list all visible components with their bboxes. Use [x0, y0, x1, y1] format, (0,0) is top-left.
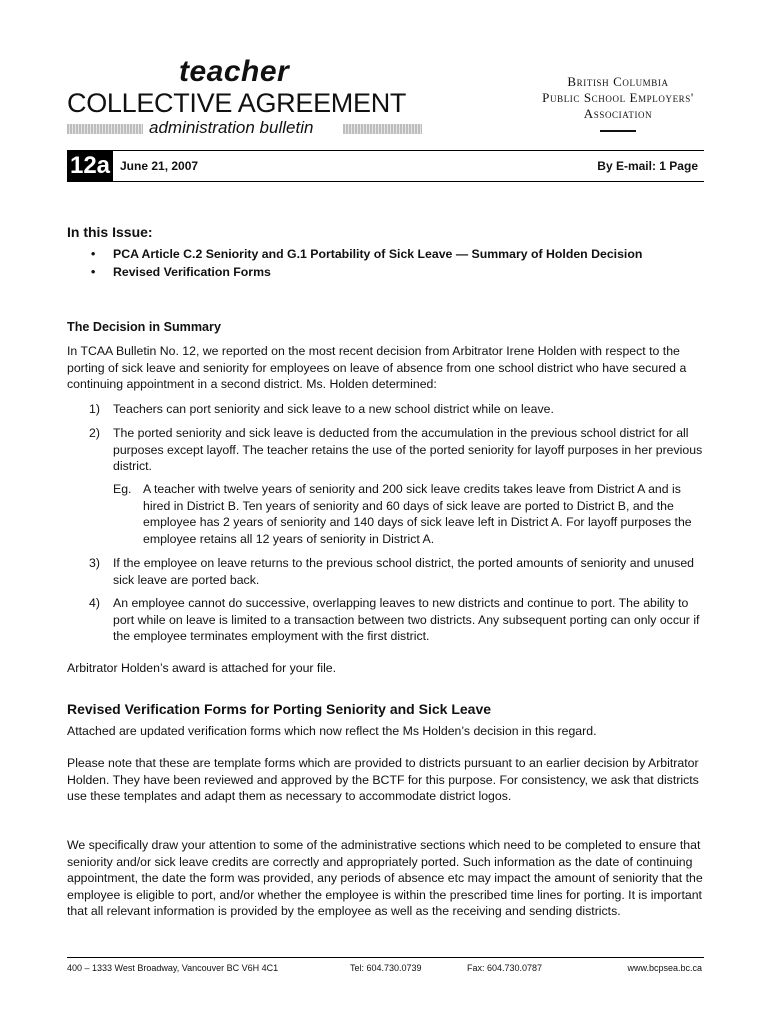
decision-points [89, 595, 704, 645]
forms-paragraph-2: Please note that these are template forms which are provided to districts pursuant to an earlier decision by Arbitrator Holden. They have been reviewed and approved by the BCTF for this purpose. For consistency, we ask that districts use these templates and adapt them as necessary to accommodate district logos. [67, 756, 699, 804]
example-label: Eg. [113, 482, 132, 496]
item-number: 4) [89, 596, 100, 610]
decision-closing: Arbitrator Holden’s award is attached for your file. [67, 661, 337, 675]
item-text: If the employee on leave returns to the previous school district, the ported amounts of seniority and unused sick leave are ported back. [113, 556, 695, 587]
item-number: 2) [89, 426, 100, 440]
list-item [91, 246, 691, 263]
section-heading-decision: The Decision in Summary [67, 320, 221, 334]
footer-tel: Tel: 604.730.0739 [350, 963, 422, 973]
bullet-icon: • [91, 264, 96, 279]
footer-web: www.bcpsea.bc.ca [627, 963, 702, 973]
footer-address: 400 – 1333 West Broadway, Vancouver BC V6H 4C1 [67, 963, 279, 973]
list-item-text: PCA Article C.2 Seniority and G.1 Portability of Sick Leave — Summary of Holden Decision [113, 247, 643, 261]
decorative-stripe [343, 124, 422, 134]
example-block [113, 481, 705, 547]
issue-number: 12a [67, 150, 113, 182]
divider [113, 181, 704, 182]
page-footer [67, 957, 704, 978]
organization-name [528, 74, 708, 132]
decision-intro: In TCAA Bulletin No. 12, we reported on the most recent decision from Arbitrator Irene Holden with respect to the porting of sick leave and seniority for employees on leave of absence from one school district who have secured a continuing appointment in a second district. Ms. Holden determined: [67, 344, 687, 392]
issue-date: June 21, 2007 [120, 159, 199, 173]
masthead-teacher: teacher [179, 55, 290, 88]
footer-fax: Fax: 604.730.0787 [467, 963, 543, 973]
item-text: The ported seniority and sick leave is deducted from the accumulation in the previous school district for all purposes except layoff. The teacher retains the use of the ported seniority for layoff purposes in her previous district. [113, 426, 703, 474]
org-line-3: Association [583, 106, 653, 121]
divider [113, 150, 704, 151]
list-item [89, 595, 704, 645]
masthead-title: COLLECTIVE AGREEMENT [67, 88, 407, 118]
issue-bar [67, 148, 704, 184]
list-item [89, 555, 704, 588]
list-item [91, 264, 691, 281]
item-number: 1) [89, 402, 100, 416]
example-text: A teacher with twelve years of seniority and 200 sick leave credits takes leave from District A and is hired in District B. Ten years of seniority and 60 days of sick leave are ported to District B, and the employee has 2 years of seniority and 140 days of sick leave left in District A. For layoff purposes the employee retains all 12 years of seniority in District A. [143, 482, 692, 546]
decision-points [89, 555, 704, 588]
bullet-icon: • [91, 247, 96, 261]
org-line-1: British Columbia [567, 74, 669, 89]
decision-points [89, 401, 704, 418]
in-this-issue-heading: In this Issue: [67, 224, 153, 240]
item-number: 3) [89, 556, 100, 570]
in-this-issue-list [91, 246, 691, 281]
decision-points [89, 425, 704, 475]
issue-delivery: By E-mail: 1 Page [597, 159, 698, 173]
forms-paragraph-1: Attached are updated verification forms which now reflect the Ms Holden’s decision in this regard. [67, 724, 597, 738]
list-item [89, 401, 704, 418]
masthead-subtitle-row [67, 118, 422, 137]
masthead-subtitle: administration bulletin [149, 118, 314, 137]
org-divider [600, 130, 636, 132]
section-heading-forms: Revised Verification Forms for Porting Seniority and Sick Leave [67, 701, 492, 717]
item-text: An employee cannot do successive, overlapping leaves to new districts and continue to port. The ability to port while on leave is limited to a transaction between two districts. Any subsequent porting can only occur if the employee terminates employment with the first district. [113, 596, 700, 644]
list-item-text: Revised Verification Forms [113, 264, 271, 279]
list-item [89, 425, 704, 475]
org-line-2: Public School Employers' [542, 90, 694, 105]
item-text: Teachers can port seniority and sick leave to a new school district while on leave. [113, 402, 554, 416]
decorative-stripe [67, 124, 143, 134]
forms-paragraph-3: We specifically draw your attention to some of the administrative sections which need to be completed to ensure that seniority and/or sick leave credits are correctly and appropriately ported. Such information as the date of continuing appointment, the date the form was provided, any periods of absence etc may impact the amount of seniority that the employee is eligible to port, and/or whether the employee is within the prescribed time lines for porting. It is important that all relevant information is provided by the employee as well as the receiving and sending districts. [67, 838, 703, 919]
masthead-logo [67, 56, 427, 140]
